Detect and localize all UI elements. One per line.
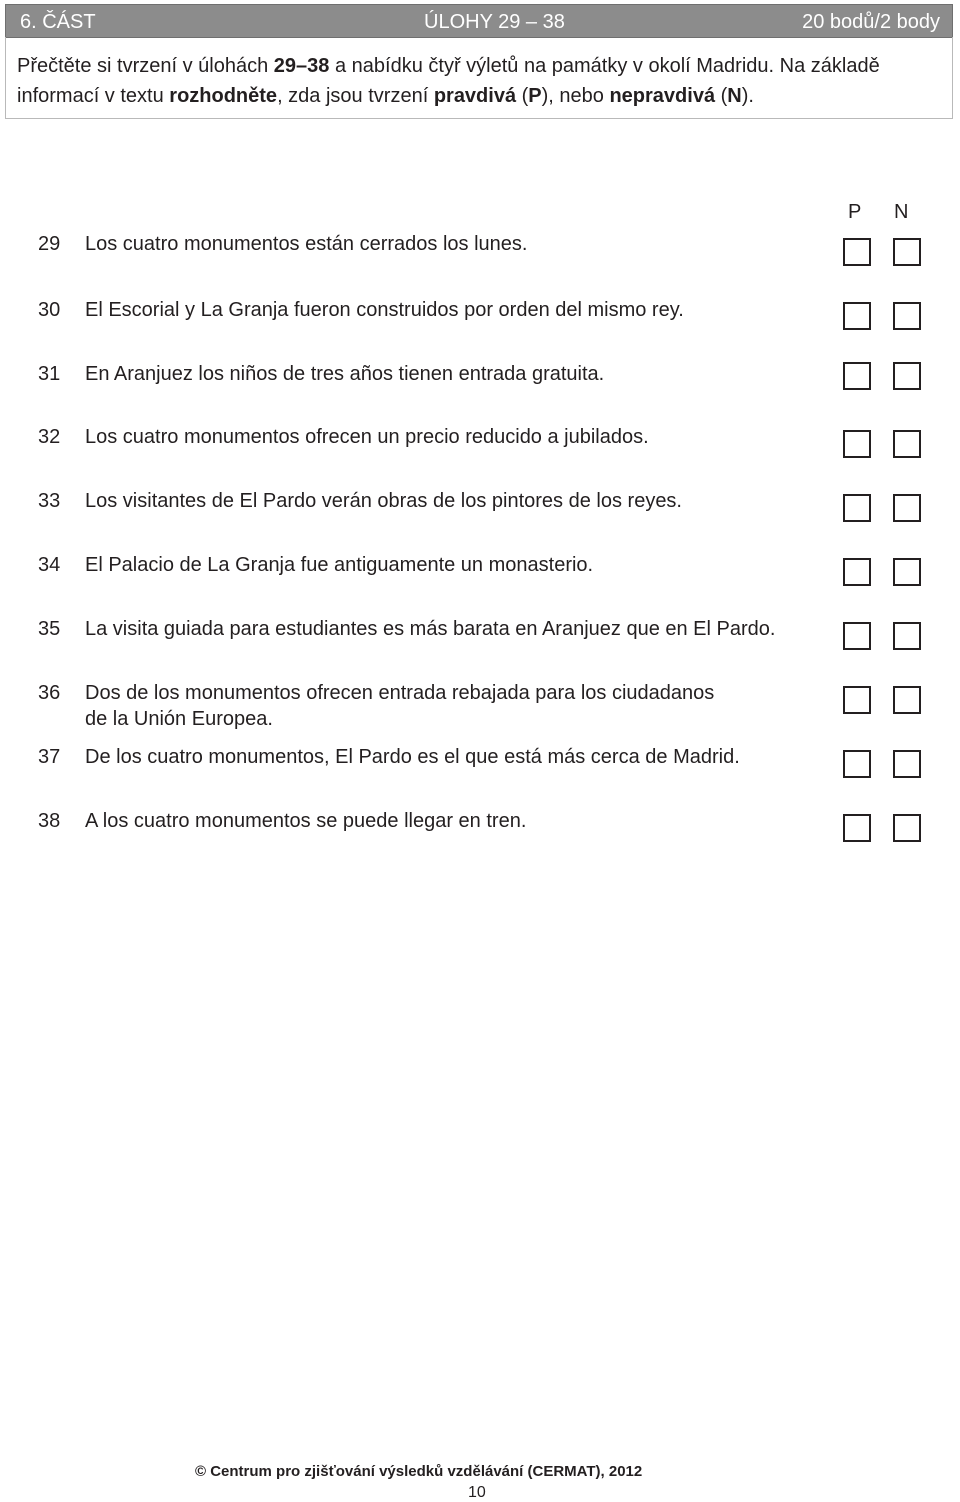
checkbox-p-29[interactable] (843, 238, 871, 266)
checkbox-n-34[interactable] (893, 558, 921, 586)
footer-copyright: © Centrum pro zjišťování výsledků vzdělávání (CERMAT), 2012 (195, 1463, 643, 1480)
statement-text: La visita guiada para estudiantes es más barata en Aranjuez que en El Pardo. (85, 618, 776, 640)
statement-text: Dos de los monumentos ofrecen entrada rebajada para los ciudadanos de la Unión Europea. (85, 682, 715, 730)
statement-number: 34 (38, 554, 61, 576)
checkbox-n-38[interactable] (893, 814, 921, 842)
statement-number: 32 (38, 426, 61, 448)
statement-text: Los cuatro monumentos ofrecen un precio reducido a jubilados. (85, 426, 649, 448)
statement-text: De los cuatro monumentos, El Pardo es el que está más cerca de Madrid. (85, 746, 740, 768)
checkbox-n-37[interactable] (893, 750, 921, 778)
statement-text: Los cuatro monumentos están cerrados los lunes. (85, 233, 528, 255)
statement-number: 38 (38, 810, 61, 832)
statement-text: El Palacio de La Granja fue antiguamente un monasterio. (85, 554, 594, 576)
checkbox-n-29[interactable] (893, 238, 921, 266)
checkbox-p-35[interactable] (843, 622, 871, 650)
statement-number: 37 (38, 746, 61, 768)
statement-text: El Escorial y La Granja fueron construidos por orden del mismo rey. (85, 299, 684, 321)
column-header-n: N (894, 201, 909, 223)
checkbox-n-33[interactable] (893, 494, 921, 522)
page-number: 10 (468, 1484, 486, 1501)
checkbox-p-33[interactable] (843, 494, 871, 522)
checkbox-n-36[interactable] (893, 686, 921, 714)
checkbox-n-35[interactable] (893, 622, 921, 650)
statement-text: En Aranjuez los niños de tres años tienen entrada gratuita. (85, 363, 605, 385)
section-part: 6. ČÁST (20, 11, 96, 33)
section-tasks: ÚLOHY 29 – 38 (424, 11, 565, 33)
checkbox-p-38[interactable] (843, 814, 871, 842)
checkbox-p-30[interactable] (843, 302, 871, 330)
statement-number: 35 (38, 618, 61, 640)
statement-text: Los visitantes de El Pardo verán obras de los pintores de los reyes. (85, 490, 682, 512)
checkbox-p-31[interactable] (843, 362, 871, 390)
checkbox-p-32[interactable] (843, 430, 871, 458)
checkbox-n-31[interactable] (893, 362, 921, 390)
statement-number: 36 (38, 682, 61, 704)
section-points: 20 bodů/2 body (802, 11, 940, 33)
checkbox-n-30[interactable] (893, 302, 921, 330)
column-header-p: P (848, 201, 862, 223)
instructions-text: Přečtěte si tvrzení v úlohách 29–38 a nabídku čtyř výletů na památky v okolí Madridu. Na základě informací v textu rozhodněte, zda jsou tvrzení pravdivá (P), nebo nepravdivá (N). (17, 55, 880, 107)
checkbox-p-37[interactable] (843, 750, 871, 778)
statement-number: 29 (38, 233, 61, 255)
statement-number: 31 (38, 363, 61, 385)
checkbox-p-34[interactable] (843, 558, 871, 586)
statement-text: A los cuatro monumentos se puede llegar en tren. (85, 810, 527, 832)
statement-number: 33 (38, 490, 61, 512)
checkbox-n-32[interactable] (893, 430, 921, 458)
section-header (5, 4, 953, 38)
statement-number: 30 (38, 299, 61, 321)
checkbox-p-36[interactable] (843, 686, 871, 714)
